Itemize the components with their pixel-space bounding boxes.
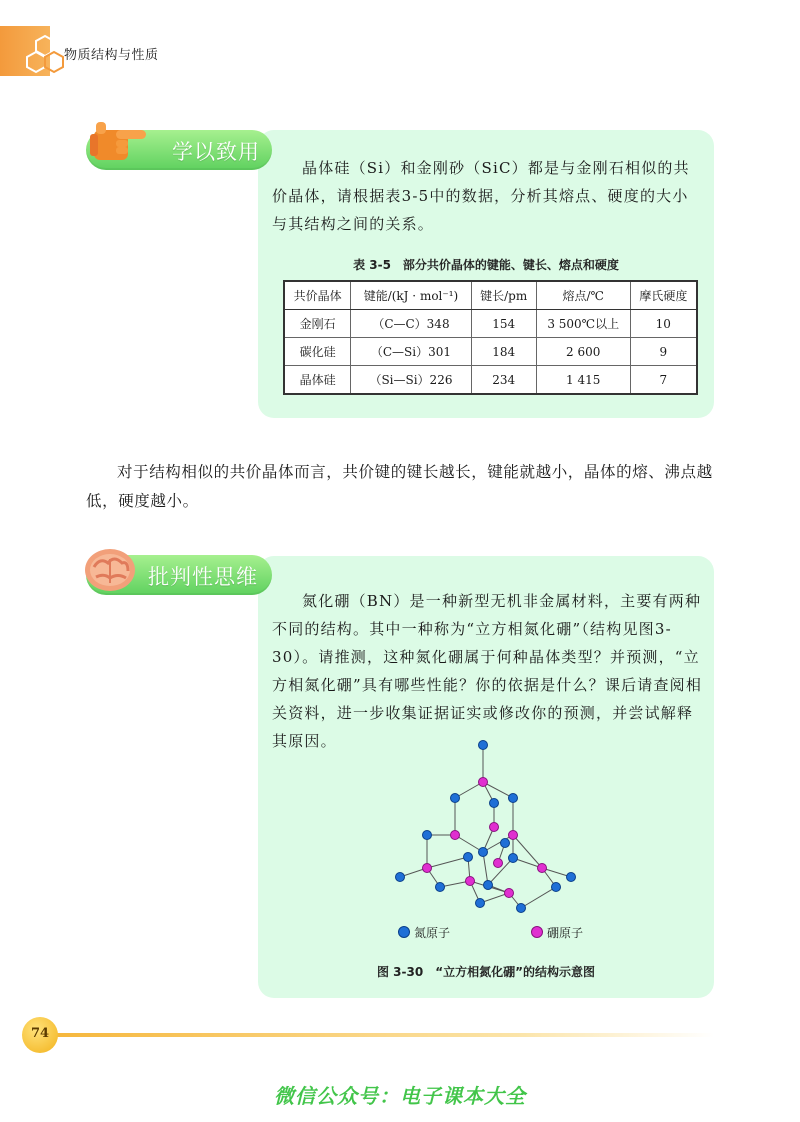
table-cell: 154	[471, 310, 536, 338]
critical-thinking-question: 氮化硼（BN）是一种新型无机非金属材料，主要有两种不同的结构。其中一种称为“立方相氮化硼”（结构见图3-30）。请推测，这种氮化硼属于何种晶体类型？并预测，“立方相氮化硼”具有哪些性能？你的依据是什么？课后请查阅相关资料，进一步收集证据证实或修改你的预测，并尝试解释其原因。	[272, 592, 703, 750]
body-paragraph: 对于结构相似的共价晶体而言，共价键的键长越长，键能就越小，晶体的熔、沸点越低，硬度越小。	[86, 463, 713, 510]
table-cell: 2 600	[536, 338, 630, 366]
table-cell: 10	[630, 310, 697, 338]
legend-boron	[531, 924, 583, 941]
table-row	[284, 310, 697, 338]
table-cell: 碳化硅	[284, 338, 351, 366]
table-cell: 234	[471, 366, 536, 395]
col-crystal: 共价晶体	[284, 281, 351, 310]
table-cell: 9	[630, 338, 697, 366]
table-cell: 184	[471, 338, 536, 366]
table-cell: 3 500℃以上	[536, 310, 630, 338]
book-title: 物质结构与性质	[64, 48, 159, 63]
table-header-row	[284, 281, 697, 310]
apply-question: 晶体硅（Si）和金刚砂（SiC）都是与金刚石相似的共价晶体，请根据表3-5中的数据，分析其熔点、硬度的大小与其结构之间的关系。	[272, 159, 690, 233]
cubic-bn-structure-diagram	[380, 735, 590, 920]
table-row	[284, 366, 697, 395]
boron-atom-icon	[531, 926, 543, 938]
atoms	[396, 741, 576, 913]
honeycomb-icon	[26, 34, 64, 74]
table-cell: 7	[630, 366, 697, 395]
table-cell: 金刚石	[284, 310, 351, 338]
brain-icon	[82, 545, 138, 595]
table-cell: （Si—Si）226	[351, 366, 471, 395]
page-number: 74	[30, 1026, 50, 1041]
col-melting-point: 熔点/℃	[536, 281, 630, 310]
pointing-hand-icon	[86, 116, 150, 166]
legend-nitrogen	[398, 924, 450, 941]
nitrogen-atom-icon	[398, 926, 410, 938]
legend-nitrogen-label: 氮原子	[414, 926, 451, 940]
table-cell: （C—Si）301	[351, 338, 471, 366]
table-cell: （C—C）348	[351, 310, 471, 338]
table-caption: 表 3-5 部分共价晶体的键能、键长、熔点和硬度	[353, 258, 619, 272]
col-hardness: 摩氏硬度	[630, 281, 697, 310]
bond-data-table	[283, 280, 698, 395]
page-footer-line	[54, 1033, 714, 1037]
col-bond-length: 键长/pm	[471, 281, 536, 310]
table-row	[284, 338, 697, 366]
watermark-text: 微信公众号：电子课本大全	[274, 1084, 526, 1108]
legend-boron-label: 硼原子	[547, 926, 584, 940]
figure-caption: 图 3-30 “立方相氮化硼”的结构示意图	[377, 965, 595, 979]
critical-thinking-banner-label: 批判性思维	[148, 565, 258, 589]
apply-banner-label: 学以致用	[172, 140, 260, 164]
col-bond-energy: 键能/(kJ · mol⁻¹)	[351, 281, 471, 310]
table-cell: 晶体硅	[284, 366, 351, 395]
table-cell: 1 415	[536, 366, 630, 395]
